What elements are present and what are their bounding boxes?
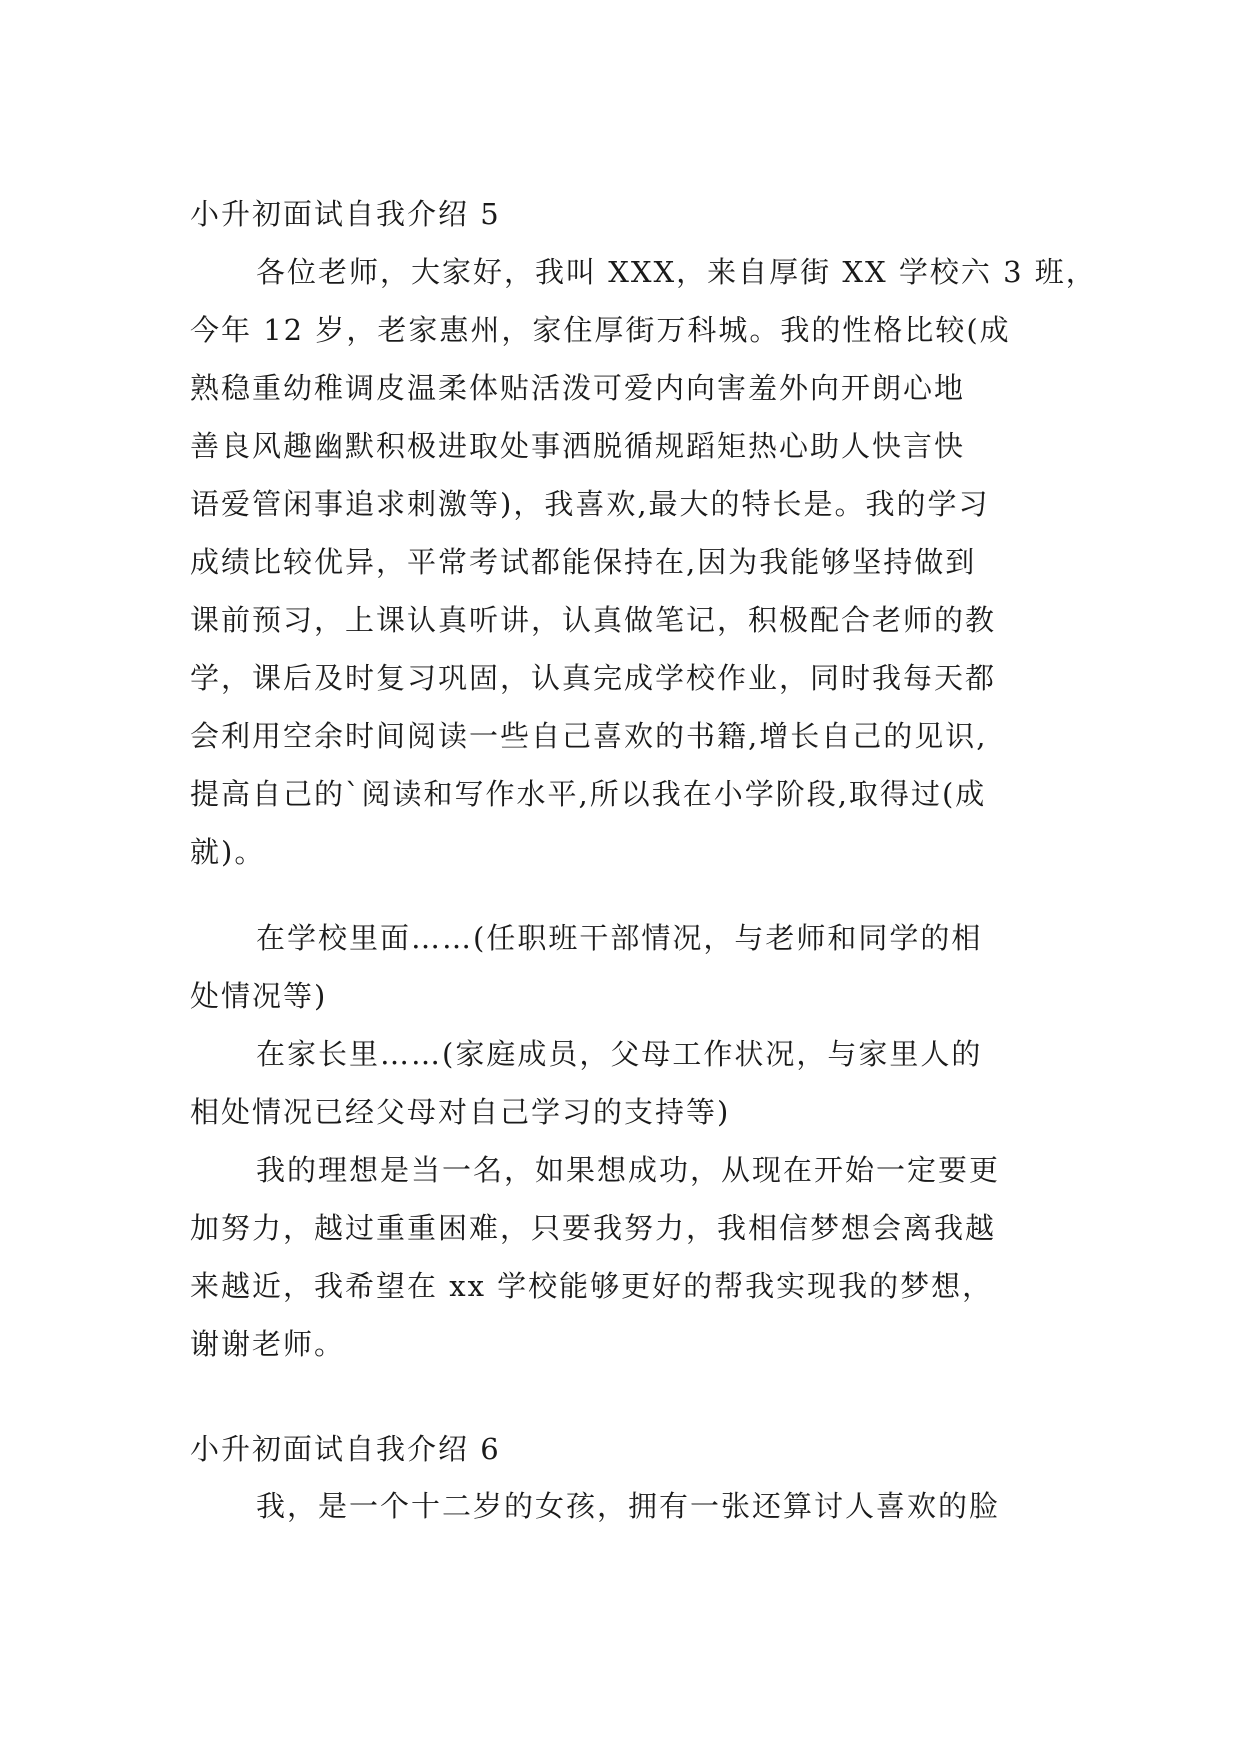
paragraph-line: 语爱管闲事追求刺激等)，我喜欢,最大的特长是。我的学习 [190,487,990,521]
paragraph-line: 善良风趣幽默积极进取处事洒脱循规蹈矩热心助人快言快 [190,429,966,463]
paragraph-line: 加努力，越过重重困难，只要我努力，我相信梦想会离我越 [190,1211,997,1245]
paragraph-line: 来越近，我希望在 xx 学校能够更好的帮我实现我的梦想， [190,1269,994,1303]
paragraph-line: 今年 12 岁，老家惠州，家住厚街万科城。我的性格比较(成 [190,313,1011,347]
paragraph-line: 熟稳重幼稚调皮温柔体贴活泼可爱内向害羞外向开朗心地 [190,371,966,405]
paragraph-line: 学，课后及时复习巩固，认真完成学校作业，同时我每天都 [190,661,997,695]
paragraph-line: 课前预习，上课认真听讲，认真做笔记，积极配合老师的教 [190,603,997,637]
paragraph-line: 相处情况已经父母对自己学习的支持等) [190,1095,731,1129]
paragraph-line: 各位老师，大家好，我叫 XXX，来自厚街 XX 学校六 3 班， [256,255,1097,289]
paragraph-line: 我的理想是当一名，如果想成功，从现在开始一定要更 [256,1153,1001,1187]
section-heading-5: 小升初面试自我介绍 5 [190,197,501,231]
paragraph-line: 谢谢老师。 [190,1327,346,1361]
paragraph-line: 我，是一个十二岁的女孩，拥有一张还算讨人喜欢的脸 [256,1489,1001,1523]
section-heading-6: 小升初面试自我介绍 6 [190,1432,501,1466]
paragraph-line: 成绩比较优异，平常考试都能保持在,因为我能够坚持做到 [190,545,977,579]
paragraph-line: 提高自己的`阅读和写作水平,所以我在小学阶段,取得过(成 [190,777,987,811]
paragraph-line: 在学校里面……(任职班干部情况，与老师和同学的相 [256,921,983,955]
paragraph-line: 就)。 [190,835,266,869]
paragraph-line: 处情况等) [190,979,328,1013]
paragraph-line: 在家长里……(家庭成员，父母工作状况，与家里人的 [256,1037,983,1071]
paragraph-line: 会利用空余时间阅读一些自己喜欢的书籍,增长自己的见识, [190,719,988,753]
